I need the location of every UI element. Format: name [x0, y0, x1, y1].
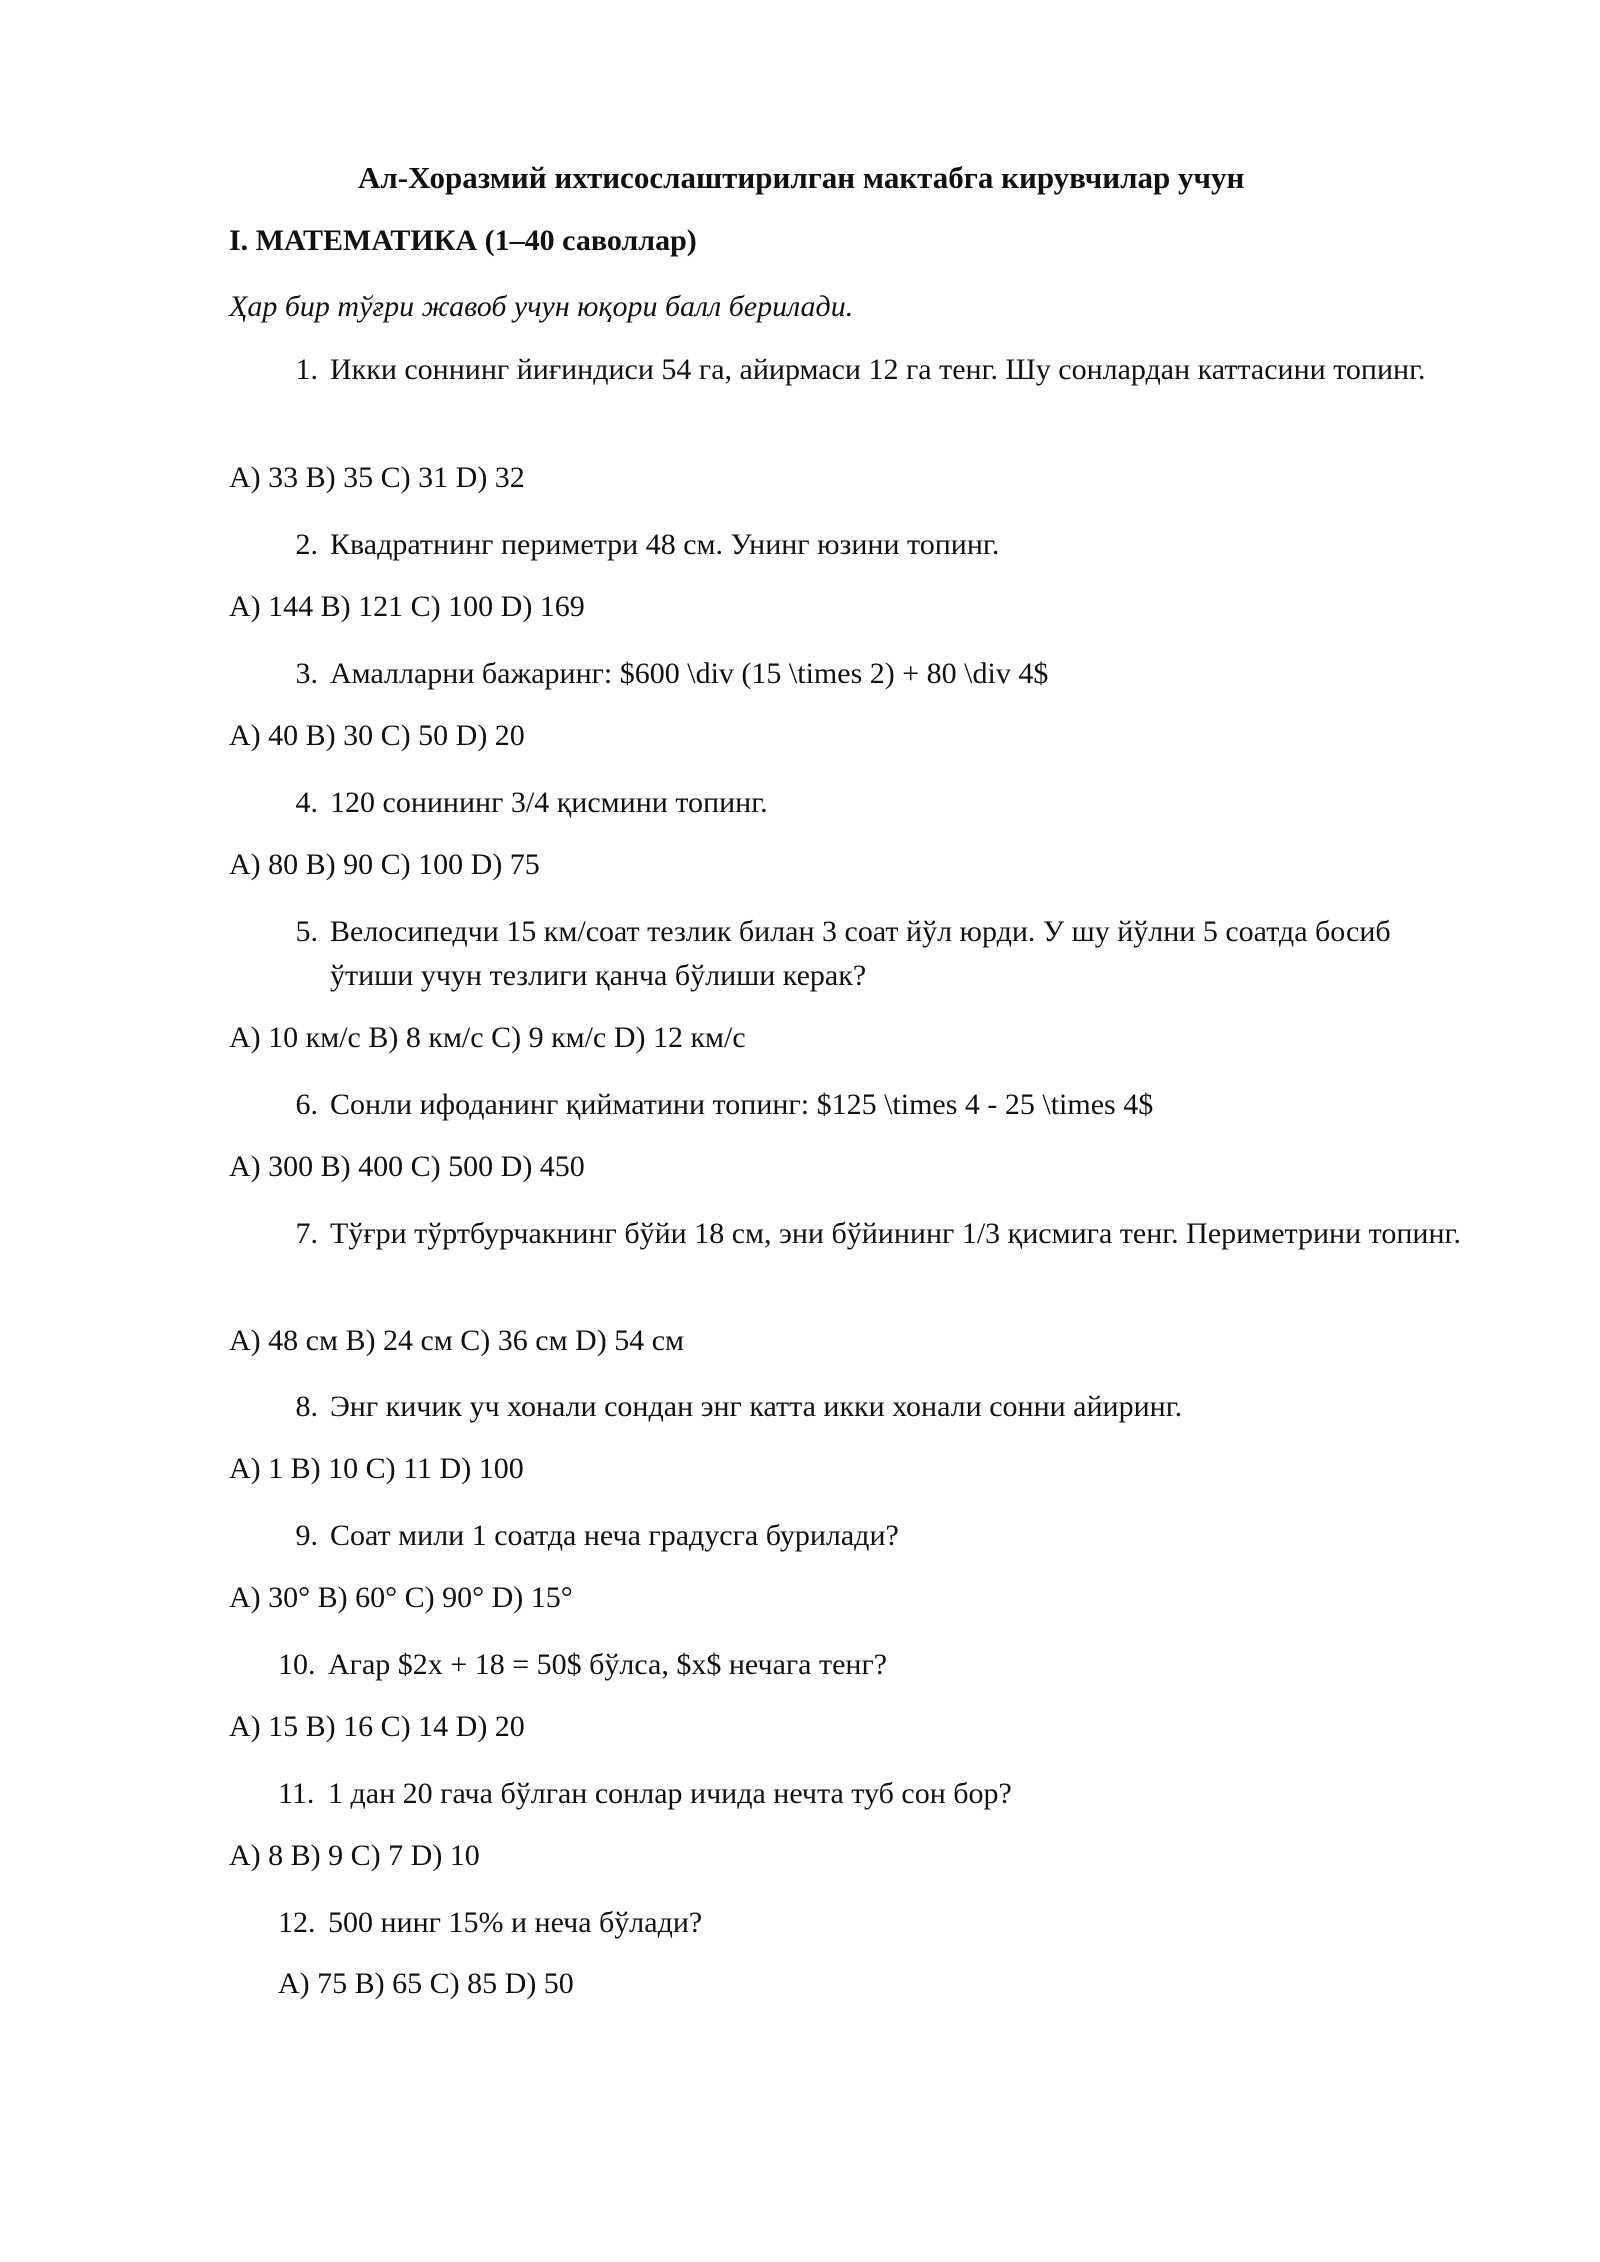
question-6 — [258, 1083, 1508, 1127]
question-text: Квадратнинг периметри 48 см. Унинг юзини топинг. — [330, 528, 1000, 561]
question-number: 12. — [278, 1906, 316, 1939]
answer-options-4: A) 80 B) 90 C) 100 D) 75 — [229, 848, 540, 881]
question-number: 2. — [295, 528, 318, 561]
question-text: Икки соннинг йиғиндиси 54 га, айирмаси 12 га тенг. Шу сонлардан каттасини топинг. — [330, 353, 1426, 386]
question-number: 7. — [295, 1217, 318, 1250]
question-5 — [258, 910, 1508, 1000]
question-text: Сонли ифоданинг қийматини топинг: $125 \times 4 - 25 \times 4$ — [330, 1088, 1154, 1121]
section-heading: I. МАТЕМАТИКА (1–40 саволлар) — [229, 224, 697, 257]
answer-options-2: A) 144 B) 121 C) 100 D) 169 — [229, 590, 585, 623]
question-text: Агар $2x + 18 = 50$ бўлса, $x$ нечага тенг? — [328, 1648, 888, 1681]
question-number: 10. — [278, 1648, 316, 1681]
question-7 — [258, 1212, 1508, 1302]
question-3 — [258, 652, 1508, 696]
question-text: 1 дан 20 гача бўлган сонлар ичида нечта туб сон бор? — [328, 1777, 1012, 1810]
scoring-note: Ҳар бир тўғри жавоб учун юқори балл берилади. — [229, 290, 854, 323]
answer-options-10: A) 15 B) 16 C) 14 D) 20 — [229, 1710, 525, 1743]
question-number: 6. — [295, 1088, 318, 1121]
document-title: Ал-Хоразмий ихтисослаштирилган мактабга кирувчилар учун — [358, 160, 1245, 195]
answer-options-7: A) 48 см B) 24 см C) 36 см D) 54 см — [229, 1324, 685, 1357]
question-4 — [258, 781, 1508, 825]
answer-options-5: A) 10 км/с B) 8 км/с C) 9 км/с D) 12 км/с — [229, 1021, 746, 1054]
question-8 — [258, 1385, 1508, 1429]
answer-options-12: A) 75 B) 65 C) 85 D) 50 — [278, 1967, 574, 2000]
question-number: 4. — [295, 786, 318, 819]
question-11 — [278, 1772, 1508, 1816]
answer-options-3: A) 40 B) 30 C) 50 D) 20 — [229, 719, 525, 752]
question-number: 5. — [295, 915, 318, 948]
question-text: Велосипедчи 15 км/соат тезлик билан 3 соат йўл юрди. У шу йўлни 5 соатда босиб ўтиши учун тезлиги қанча бўлиши керак? — [330, 915, 1391, 992]
question-number: 8. — [295, 1390, 318, 1423]
question-text: Энг кичик уч хонали сондан энг катта икки хонали сонни айиринг. — [330, 1390, 1183, 1423]
question-number: 3. — [295, 657, 318, 690]
question-2 — [258, 523, 1508, 567]
question-1 — [258, 348, 1508, 438]
answer-options-6: A) 300 B) 400 C) 500 D) 450 — [229, 1150, 585, 1183]
question-12 — [278, 1901, 1508, 1945]
question-number: 1. — [295, 353, 318, 386]
answer-options-1: A) 33 B) 35 C) 31 D) 32 — [229, 461, 525, 494]
question-number: 9. — [295, 1519, 318, 1552]
answer-options-8: A) 1 B) 10 C) 11 D) 100 — [229, 1452, 524, 1485]
question-text: Амалларни бажаринг: $600 \div (15 \times 2) + 80 \div 4$ — [330, 657, 1049, 690]
question-9 — [258, 1514, 1508, 1558]
question-text: Соат мили 1 соатда неча градусга бурилади? — [330, 1519, 899, 1552]
answer-options-11: A) 8 B) 9 C) 7 D) 10 — [229, 1839, 480, 1872]
question-10 — [278, 1643, 1508, 1687]
question-text: 120 сонининг 3/4 қисмини топинг. — [330, 786, 768, 819]
question-number: 11. — [278, 1777, 315, 1810]
question-text: Тўғри тўртбурчакнинг бўйи 18 см, эни бўйининг 1/3 қисмига тенг. Периметрини топинг. — [330, 1217, 1461, 1250]
answer-options-9: A) 30° B) 60° C) 90° D) 15° — [229, 1581, 573, 1614]
question-text: 500 нинг 15% и неча бўлади? — [328, 1906, 703, 1939]
